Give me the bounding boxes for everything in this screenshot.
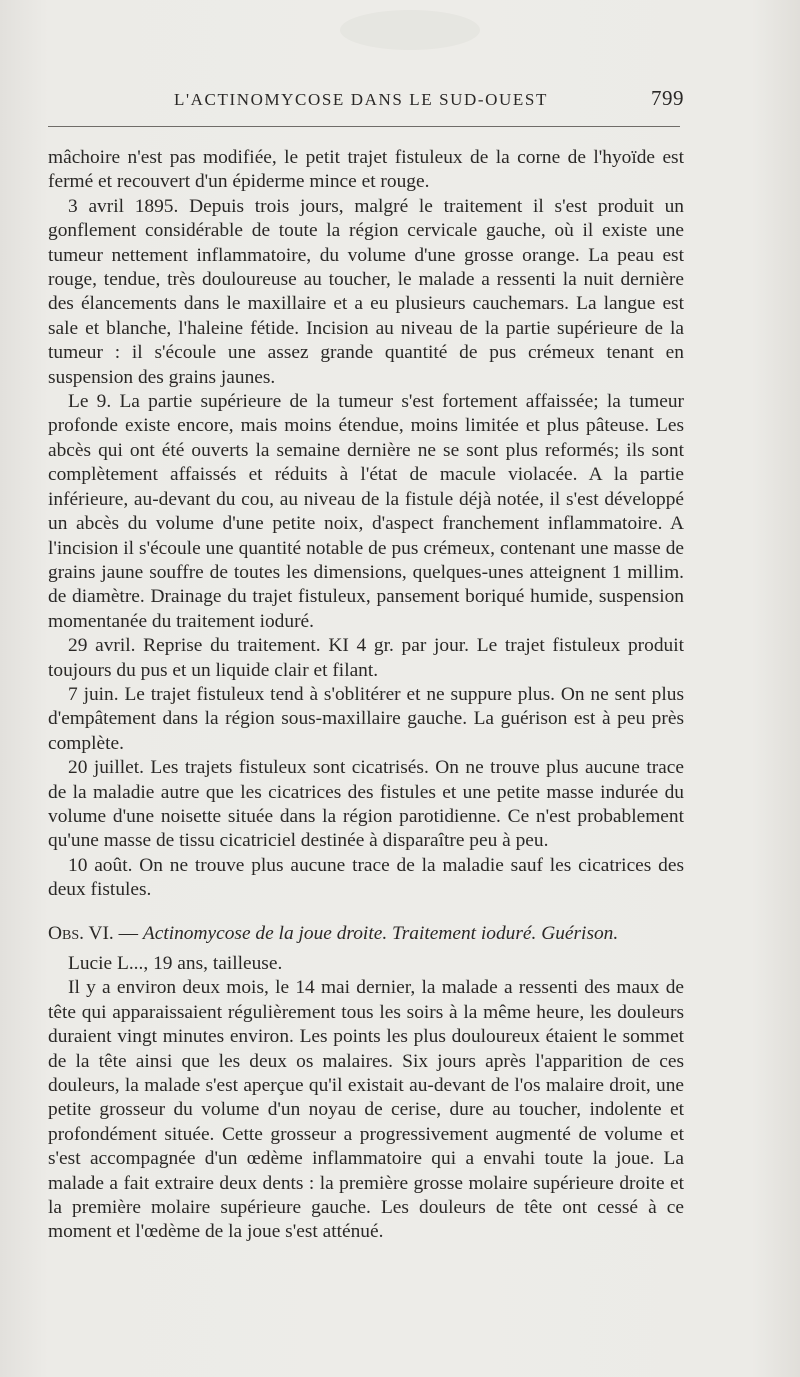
running-title: L'ACTINOMYCOSE DANS LE SUD-OUEST <box>174 90 548 109</box>
header-rule <box>48 126 680 127</box>
paragraph: Le 9. La partie supérieure de la tumeur s'est fortement affaissée; la tumeur profonde existe encore, mais moins étendue, moins limitée et plus pâteuse. Les abcès qui ont été ouverts la semaine dernière ne se sont plus reformés; ils sont complètement affaissés et réduits à l'état de macule violacée. A la partie inférieure, au-devant du cou, au niveau de la fistule déjà notée, il s'est développé un abcès du volume d'une petite noix, d'aspect franchement inflammatoire. A l'incision il s'écoule une quantité notable de pus crémeux, contenant une masse de grains jaune souffre de toutes les dimensions, quelques-unes atteignent 1 millim. de diamètre. Drainage du trajet fistuleux, pansement boriqué humide, suspension momentanée du traitement ioduré. <box>48 391 684 632</box>
patient-line: Lucie L..., 19 ans, tailleuse. <box>68 953 283 974</box>
paragraph: 7 juin. Le trajet fistuleux tend à s'oblitérer et ne suppure plus. On ne sent plus d'empâtement dans la région sous-maxillaire gauche. La guérison est à peu près complète. <box>48 683 684 754</box>
paper-stain <box>340 10 480 50</box>
page-number: 799 <box>651 86 684 110</box>
page-header <box>48 86 684 116</box>
body-text <box>48 146 684 1245</box>
paragraph: 20 juillet. Les trajets fistuleux sont cicatrisés. On ne trouve plus aucune trace de la maladie autre que les cicatrices des fistules et une petite masse indurée du volume d'une noisette située dans la région parotidienne. Ce n'est probablement qu'une masse de tissu cicatriciel destinée à disparaître peu à peu. <box>48 757 684 852</box>
observation-title: Actinomycose de la joue droite. Traitement ioduré. Guérison. <box>142 922 619 944</box>
paragraph: mâchoire n'est pas modifiée, le petit trajet fistuleux de la corne de l'hyoïde est fermé et recouvert d'un épiderme mince et rouge. <box>48 147 684 193</box>
observation-heading <box>48 922 684 946</box>
paragraph: 3 avril 1895. Depuis trois jours, malgré le traitement il s'est produit un gonflement considérable de toute la région cervicale gauche, où il existe une tumeur nettement inflammatoire, du volume d'une grosse orange. La peau est rouge, tendue, très douloureuse au toucher, le malade a ressenti la nuit dernière des élancements dans le maxillaire et a eu plusieurs cauchemars. La langue est sale et blanche, l'haleine fétide. Incision au niveau de la partie supérieure de la tumeur : il s'écoule une assez grande quantité de pus crémeux tenant en suspension des grains jaunes. <box>48 195 684 388</box>
paragraph: 10 août. On ne trouve plus aucune trace de la maladie sauf les cicatrices des deux fistules. <box>48 854 684 901</box>
observation-dash: — <box>113 922 143 944</box>
paragraph: Il y a environ deux mois, le 14 mai dernier, la malade a ressenti des maux de tête qui apparaissaient régulièrement tous les soirs à la même heure, les douleurs duraient vingt minutes environ. Les points les plus douloureux étaient le sommet de la tête ainsi que les deux os malaires. Six jours après l'apparition de ces douleurs, la malade s'est aperçue qu'il existait au-devant de l'os malaire droit, une petite grosseur du volume d'un noyau de cerise, dure au toucher, indolente et profondément située. Cette grosseur a progressivement augmenté de volume et s'est accompagnée d'un œdème inflammatoire qui a envahi toute la joue. La malade a fait extraire deux dents : la première grosse molaire supérieure droite et la première molaire supérieure gauche. Les douleurs de tête ont cessé à ce moment et l'œdème de la joue s'est atténué. <box>48 977 684 1243</box>
observation-label: Obs. VI. <box>48 922 114 944</box>
paragraph: 29 avril. Reprise du traitement. KI 4 gr. par jour. Le trajet fistuleux produit toujours du pus et un liquide clair et filant. <box>48 635 684 681</box>
